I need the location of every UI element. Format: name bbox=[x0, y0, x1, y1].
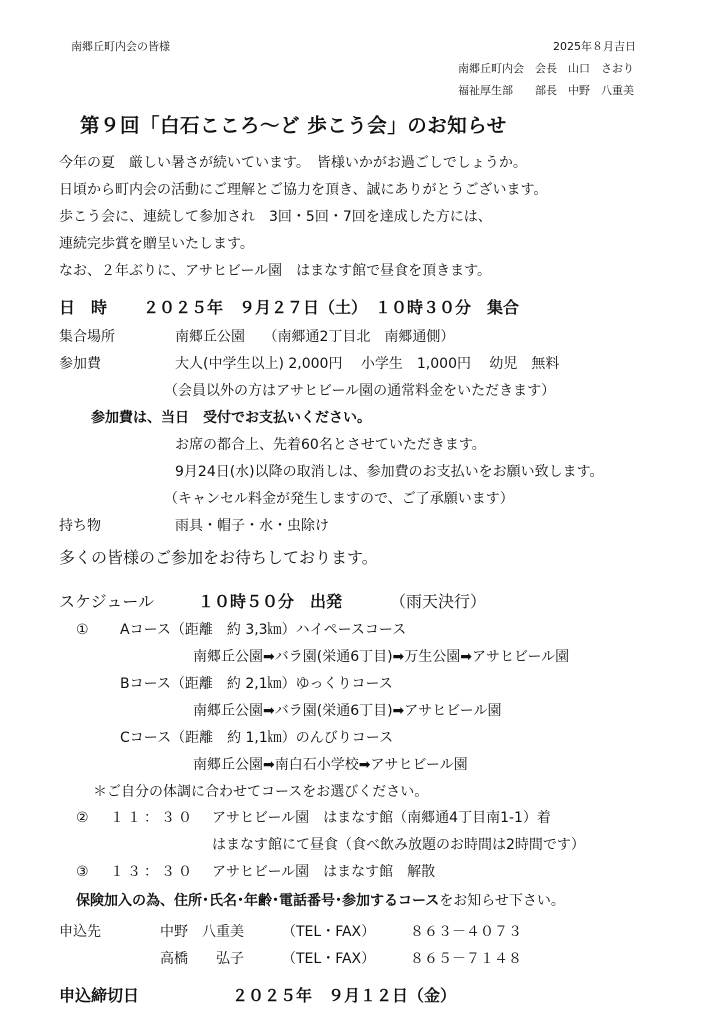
issue-date: 2025年８月吉日 bbox=[553, 40, 636, 53]
intro-line-1: 今年の夏 厳しい暑さが続いています。 皆様いかがお過ごしでしょうか。 bbox=[59, 155, 527, 171]
fee-capacity: お席の都合上、先着60名とさせていただきます。 bbox=[175, 437, 486, 453]
sender-chairman: 南郷丘町内会 会長 山口 さおり bbox=[458, 62, 634, 75]
contact-2-name: 高橋 弘子 bbox=[160, 951, 244, 967]
contact-2-type: （TEL・FAX） bbox=[282, 951, 376, 967]
datetime-value: ２０２５年 ９月２７日（土） １０時３０分 集合 bbox=[143, 298, 520, 317]
contact-1-number: ８６３－４０７３ bbox=[410, 924, 522, 940]
items-label: 持ち物 bbox=[59, 518, 101, 534]
course-c-name: Cコース（距離 約 1,1㎞）のんびりコース bbox=[120, 730, 394, 746]
step-2-sub: はまなす館にて昼食（食べ飲み放題のお時間は2時間です） bbox=[212, 837, 585, 853]
contact-2-number: ８６５－７１４８ bbox=[410, 951, 522, 967]
step-3-time: １３：３０ bbox=[110, 864, 195, 880]
course-note: ＊ご自分の体調に合わせてコースをお選びください。 bbox=[93, 784, 429, 800]
fee-payment: 参加費は、当日 受付でお支払いください。 bbox=[91, 410, 371, 426]
insurance-notice-rest: をお知らせ下さい。 bbox=[439, 893, 565, 909]
step-2-text: アサヒビール園 はまなす館（南郷通4丁目南1-1）着 bbox=[212, 810, 551, 826]
step-3-text: アサヒビール園 はまなす館 解散 bbox=[212, 864, 436, 880]
meeting-label: 集合場所 bbox=[59, 329, 115, 345]
course-b-route: 南郷丘公園➡バラ園(栄通6丁目)➡アサヒビール園 bbox=[193, 703, 502, 719]
insurance-notice-bold: 保険加入の為、住所･氏名･年齢･電話番号･参加するコース bbox=[76, 893, 440, 909]
schedule-departure: １０時５０分 出発 bbox=[198, 592, 343, 611]
schedule-label: スケジュール bbox=[59, 592, 155, 611]
fee-cancel: 9月24日(水)以降の取消しは、参加費のお支払いをお願い致します。 bbox=[175, 464, 604, 480]
course-a-route: 南郷丘公園➡バラ園(栄通6丁目)➡万生公園➡アサヒビール園 bbox=[193, 649, 570, 665]
intro-line-5: なお、２年ぶりに、アサヒビール園 はまなす館で昼食を頂きます。 bbox=[59, 263, 492, 279]
intro-line-4: 連続完歩賞を贈呈いたします。 bbox=[59, 236, 254, 252]
step-2-time: １１：３０ bbox=[110, 810, 195, 826]
meeting-value: 南郷丘公園 （南郷通2丁目北 南郷通側） bbox=[175, 329, 455, 345]
schedule-weather: （雨天決行） bbox=[390, 592, 487, 611]
step-3-number: ③ bbox=[76, 864, 89, 880]
contact-1-name: 中野 八重美 bbox=[160, 924, 244, 940]
intro-line-2: 日頃から町内会の活動にご理解とご協力を頂き、誠にありがとうございます。 bbox=[59, 182, 548, 198]
step-1-number: ① bbox=[76, 622, 89, 638]
items-value: 雨具・帽子・水・虫除け bbox=[175, 518, 329, 534]
recipient: 南郷丘町内会の皆様 bbox=[71, 40, 170, 53]
step-2-number: ② bbox=[76, 810, 89, 826]
deadline-label: 申込締切日 bbox=[59, 986, 140, 1005]
insurance-notice bbox=[76, 893, 565, 910]
contact-1-type: （TEL・FAX） bbox=[282, 924, 376, 940]
fee-value: 大人(中学生以上) 2,000円 小学生 1,000円 幼児 無料 bbox=[175, 356, 560, 372]
page-title: 第９回「白石こころ～ど 歩こう会」のお知らせ bbox=[80, 114, 507, 137]
course-c-route: 南郷丘公園➡南白石小学校➡アサヒビール園 bbox=[193, 757, 468, 773]
datetime-label: 日 時 bbox=[59, 298, 108, 317]
course-b-name: Bコース（距離 約 2,1㎞）ゆっくりコース bbox=[120, 676, 393, 692]
sender-welfare: 福祉厚生部 部長 中野 八重美 bbox=[458, 84, 634, 97]
closing-message: 多くの皆様のご参加をお待ちしております。 bbox=[59, 548, 378, 567]
fee-label: 参加費 bbox=[59, 356, 101, 372]
fee-cancel-note: （キャンセル料金が発生しますので、ご了承願います） bbox=[164, 491, 514, 507]
course-a-name: Aコース（距離 約 3,3㎞）ハイペースコース bbox=[120, 622, 407, 638]
contact-label: 申込先 bbox=[59, 924, 101, 940]
intro-line-3: 歩こう会に、連続して参加され 3回・5回・7回を達成した方には、 bbox=[59, 209, 492, 225]
deadline-value: ２０２５年 ９月１２日（金） bbox=[232, 986, 457, 1005]
fee-note: （会員以外の方はアサヒビール園の通常料金をいただきます） bbox=[164, 383, 556, 399]
